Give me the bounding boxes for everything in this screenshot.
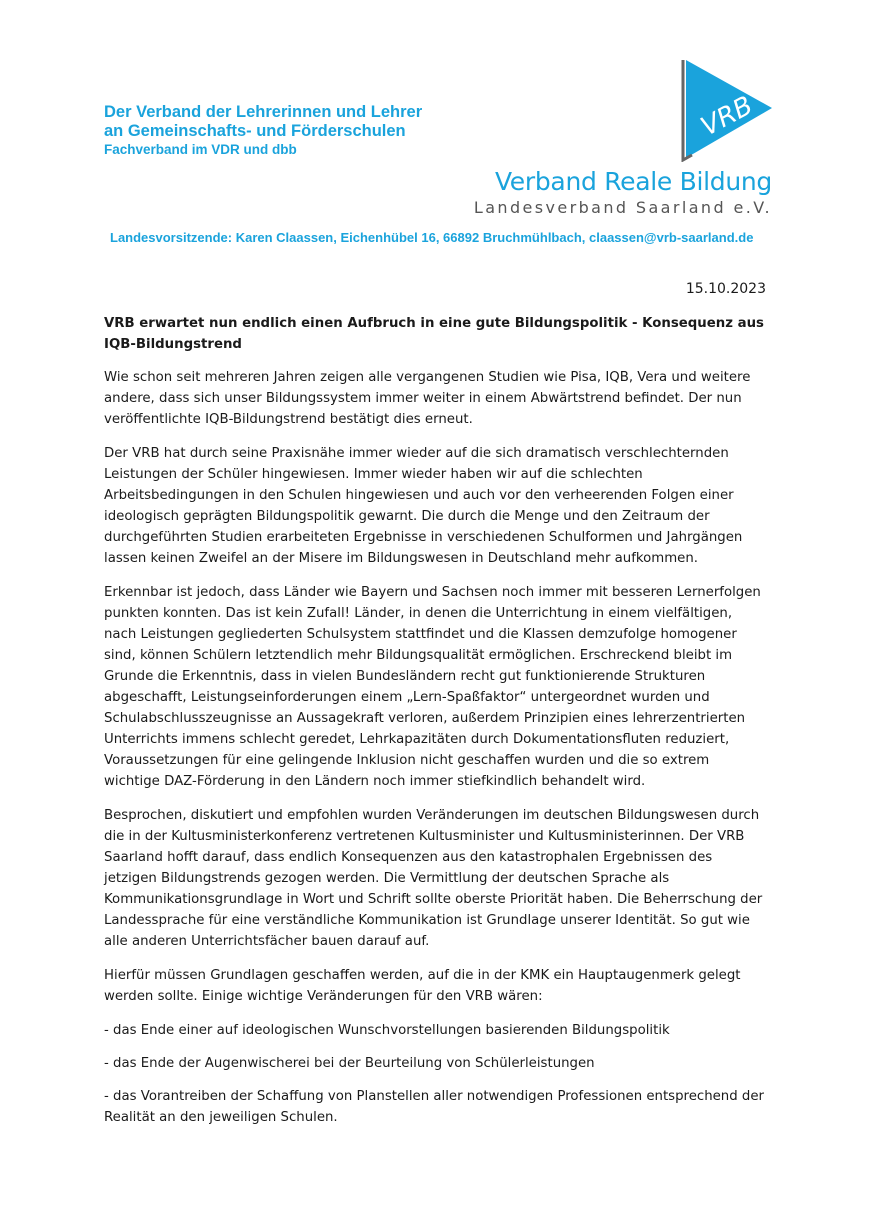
brand-name: Verband Reale Bildung <box>494 167 772 196</box>
document-body <box>104 313 768 1140</box>
org-name-line1: Der Verband der Lehrerinnen und Lehrer <box>104 103 423 121</box>
paragraph: Hierfür müssen Grundlagen geschaffen werden, auf die in der KMK ein Hauptaugenmerk gelegt werden sollte. Einige wichtige Veränderungen für den VRB wären: <box>104 968 741 1004</box>
paragraph: Besprochen, diskutiert und empfohlen wurden Veränderungen im deutschen Bildungswesen durch die in der Kultusministerkonferenz vertretenen Kultusminister und Kultusministerinnen. Der VRB Saarland hofft darauf, dass endlich Konsequenzen aus den katastrophalen Ergebnissen des jetzigen Bildungstrends gezogen werden. Die Vermittlung der deutschen Sprache als Kommunikationsgrundlage in Wort und Schrift sollte oberste Priorität haben. Die Beherrschung der Landessprache für eine verständliche Kommunikation ist Grundlage unserer Identität. So gut wie alle anderen Unterrichtsfächer bauen darauf auf. <box>104 808 763 949</box>
brand-subtitle: Landesverband Saarland e.V. <box>473 198 772 217</box>
paragraph: Wie schon seit mehreren Jahren zeigen alle vergangenen Studien wie Pisa, IQB, Vera und weitere andere, dass sich unser Bildungssystem immer weiter in einem Abwärtstrend befindet. Der nun veröffentlichte IQB-Bildungstrend bestätigt dies erneut. <box>104 370 751 427</box>
logo-text: VRB <box>696 90 758 143</box>
org-name-line2: an Gemeinschafts- und Förderschulen <box>104 122 406 140</box>
paragraph: Erkennbar ist jedoch, dass Länder wie Bayern und Sachsen noch immer mit besseren Lernerfolgen punkten konnten. Das ist kein Zufall! Länder, in denen die Unterrichtung in einem vielfältigen, nach Leistungen gegliederten Schulsystem stattfindet und die Klassen demzufolge homogener sind, können Schülern letztendlich mehr Bildungsqualität ermöglichen. Erschreckend bleibt im Grunde die Erkenntnis, dass in vielen Bundesländern recht gut funktionierende Strukturen abgeschafft, Leistungseinforderungen einem „Lern-Spaßfaktor“ untergeordnet wurden und Schulabschlusszeugnisse an Aussagekraft verloren, außerdem Prinzipien eines lehrerzentrierten Unterrichts immens schlecht geredet, Lehrkapazitäten durch Dokumentationsfluten reduziert, Voraussetzungen für eine gelingende Inklusion nicht geschaffen wurden und die so extrem wichtige DAZ-Förderung in den Ländern noch immer stiefkindlich behandelt wird. <box>104 585 761 789</box>
contact-line: Landesvorsitzende: Karen Claassen, Eichenhübel 16, 66892 Bruchmühlbach, claassen@vrb-saarland.de <box>110 230 754 245</box>
organization-header <box>104 103 422 158</box>
bullet-item: - das Ende der Augenwischerei bei der Beurteilung von Schülerleistungen <box>104 1056 595 1071</box>
bullet-item: - das Ende einer auf ideologischen Wunschvorstellungen basierenden Bildungspolitik <box>104 1023 670 1038</box>
org-affiliation: Fachverband im VDR und dbb <box>104 142 297 157</box>
paragraph: Der VRB hat durch seine Praxisnähe immer wieder auf die sich dramatisch verschlechternden Leistungen der Schüler hingewiesen. Immer wieder haben wir auf die schlechten Arbeitsbedingungen in den Schulen hingewiesen und auch vor den verheerenden Folgen einer ideologisch geprägten Bildungspolitik gewarnt. Die durch die Menge und den Zeitraum der durchgeführten Studien erarbeiteten Ergebnisse in verschiedenen Schulformen und Jahrgängen lassen keinen Zweifel an der Misere im Bildungswesen in Deutschland mehr aufkommen. <box>104 446 743 566</box>
document-date: 15.10.2023 <box>685 281 766 297</box>
bullet-item: - das Vorantreiben der Schaffung von Planstellen aller notwendigen Professionen entsprechend der Realität an den jeweiligen Schulen. <box>104 1089 764 1125</box>
brand-block <box>474 168 772 218</box>
document-headline: VRB erwartet nun endlich einen Aufbruch in eine gute Bildungspolitik - Konsequenz aus IQB-Bildungstrend <box>104 316 764 352</box>
vrb-logo <box>680 58 774 162</box>
